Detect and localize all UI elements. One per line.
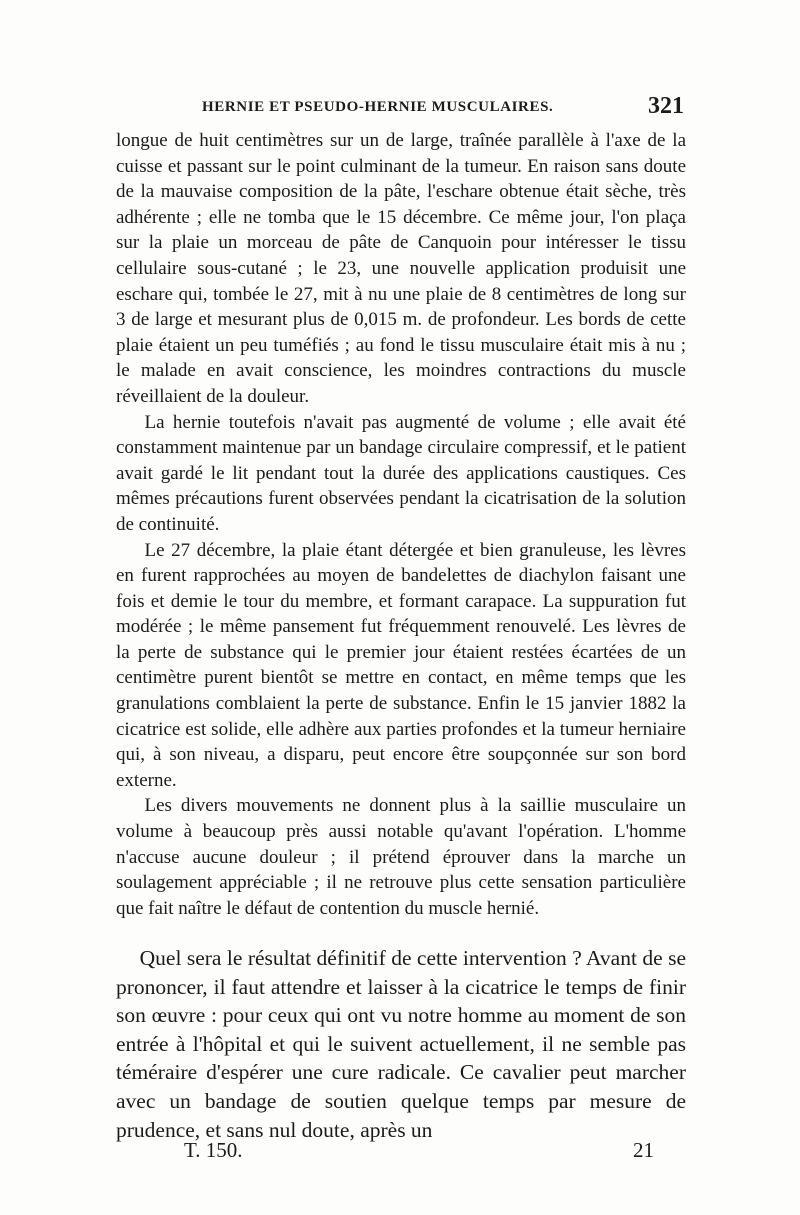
paragraph-mouvements: Les divers mouvements ne donnent plus à la saillie musculaire un volume à beaucoup près aussi notable qu'avant l'opération. L'homme n'accuse aucune douleur ; il prétend éprouver dans la marche un soulagement appréciable ; il ne retrouve plus cette sensation particulière que fait naître le défaut de contention du muscle hernié. bbox=[116, 795, 686, 919]
page-number: 321 bbox=[648, 93, 684, 119]
paragraph-resultat: Quel sera le résultat définitif de cette intervention ? Avant de se prononcer, il faut attendre et laisser à la cicatrice le temps de finir son œuvre : pour ceux qui ont vu notre homme au moment de son entrée à l'hôpital et qui le suivent actuellement, il ne semble pas téméraire d'espérer une cure radicale. Ce cavalier peut marcher avec un bandage de soutien quelque temps par mesure de prudence, et sans nul doute, après un bbox=[116, 946, 686, 1142]
signature-mark: 21 bbox=[633, 1138, 654, 1162]
volume-mark: T. 150. bbox=[184, 1138, 243, 1162]
running-head bbox=[116, 93, 686, 123]
running-title: HERNIE ET PSEUDO-HERNIE MUSCULAIRES. bbox=[202, 99, 554, 115]
footer-signature-line bbox=[184, 1138, 654, 1168]
body-text bbox=[116, 128, 686, 921]
paragraph-hernie: La hernie toutefois n'avait pas augmenté de volume ; elle avait été constamment maintenue par un bandage circulaire compressif, et le patient avait gardé le lit pendant tout la durée des applications caustiques. Ces mêmes précautions furent observées pendant la cicatrisation de la solution de continuité. bbox=[116, 411, 686, 535]
paragraph-27-decembre: Le 27 décembre, la plaie étant détergée et bien granuleuse, les lèvres en furent rapprochées au moyen de bandelettes de diachylon faisant une fois et demie le tour du membre, et formant carapace. La suppuration fut modérée ; le même pansement fut fréquemment renouvelé. Les lèvres de la perte de substance qui le premier jour étaient restées écartées de un centimètre purent bientôt se mettre en contact, en même temps que les granulations comblaient la perte de substance. Enfin le 15 janvier 1882 la cicatrice est solide, elle adhère aux parties profondes et la tumeur herniaire qui, à son niveau, a disparu, peut encore être soupçonnée sur son bord externe. bbox=[116, 539, 686, 791]
body-text-large bbox=[116, 944, 686, 1144]
paragraph-continued: longue de huit centimètres sur un de large, traînée parallèle à l'axe de la cuisse et passant sur le point culminant de la tumeur. En raison sans doute de la mauvaise composition de la pâte, l'eschare obtenue était sèche, très adhérente ; elle ne tomba que le 15 décembre. Ce même jour, l'on plaça sur la plaie un morceau de pâte de Canquoin pour intéresser le tissu cellulaire sous-cutané ; le 23, une nouvelle application produisit une eschare qui, tombée le 27, mit à nu une plaie de 8 centimètres de long sur 3 de large et mesurant plus de 0,015 m. de profondeur. Les bords de cette plaie étaient un peu tuméfiés ; au fond le tissu musculaire était mis à nu ; le malade en avait conscience, les moindres contractions du muscle réveillaient de la douleur. bbox=[116, 130, 686, 407]
